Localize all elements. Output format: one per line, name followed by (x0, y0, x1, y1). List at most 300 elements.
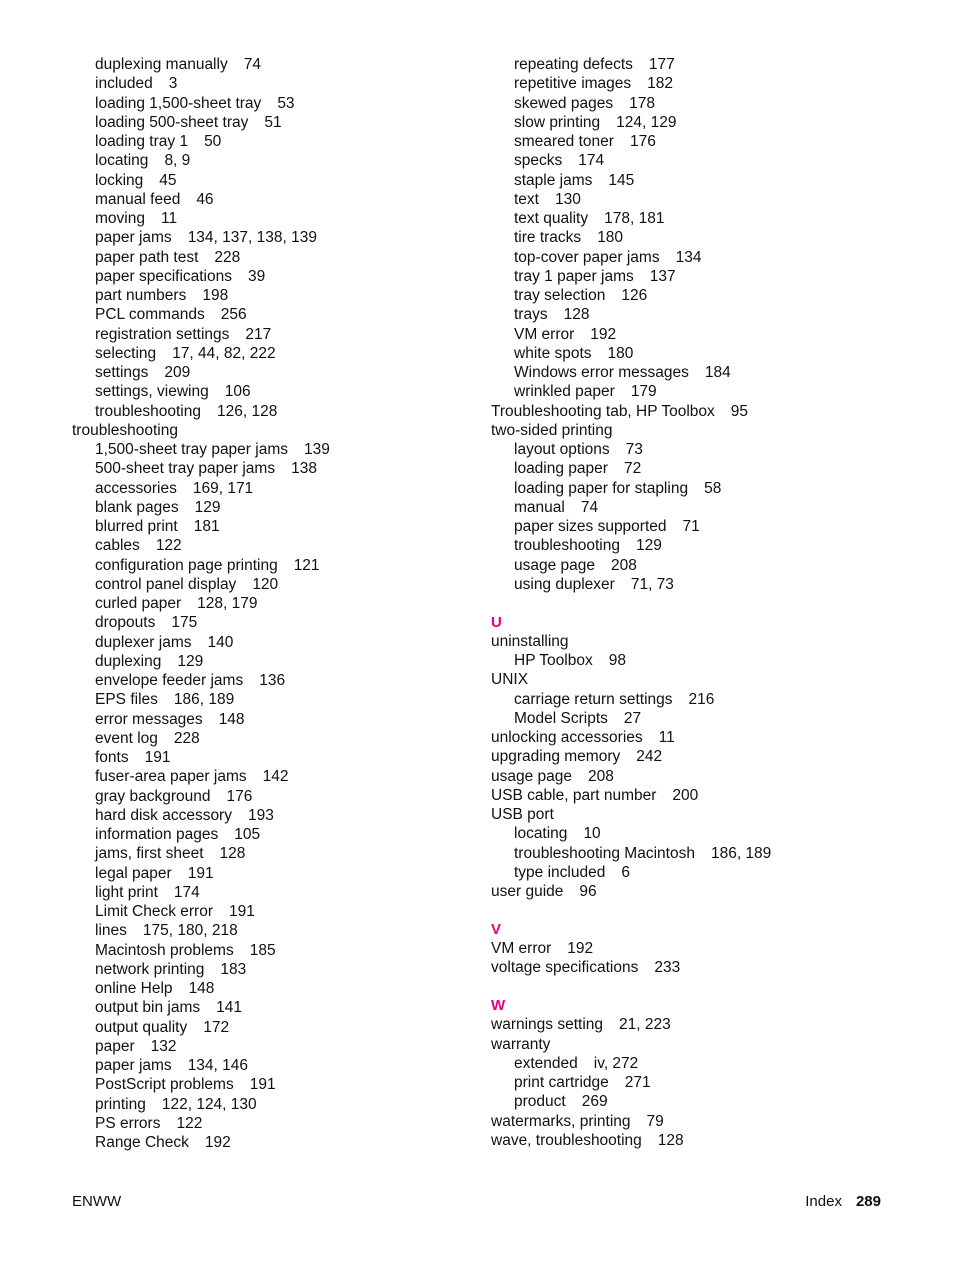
index-subentry (72, 440, 472, 459)
index-page-ref: 183 (220, 960, 247, 978)
index-page-ref: 106 (224, 383, 251, 401)
index-subentry (72, 729, 472, 748)
index-term: HP Toolbox (514, 652, 593, 669)
index-term: type included (514, 863, 606, 881)
index-page-ref: 192 (590, 325, 617, 343)
index-term: Model Scripts (514, 709, 608, 727)
index-subentry (491, 536, 911, 555)
index-page-ref: 191 (229, 903, 255, 920)
index-page-ref: 141 (216, 999, 242, 1017)
index-term: output bin jams (95, 999, 201, 1017)
index-term: PostScript problems (95, 1076, 234, 1094)
index-term: loading 1,500-sheet tray (95, 94, 262, 112)
index-subentry (72, 998, 472, 1017)
index-entry (491, 728, 911, 747)
index-page-ref: 71, 73 (630, 575, 674, 593)
index-term: text quality (514, 210, 589, 227)
index-term: dropouts (95, 614, 156, 632)
index-subentry (72, 594, 472, 613)
index-page-ref: 58 (704, 479, 722, 497)
index-subentry (72, 1133, 472, 1152)
index-page-ref: 3 (168, 75, 178, 93)
index-page-ref: 120 (252, 575, 279, 593)
index-term: paper (95, 1037, 135, 1055)
index-subentry (491, 286, 911, 305)
index-term: cables (95, 537, 140, 555)
index-page-ref: 191 (187, 864, 214, 882)
index-page-ref: 73 (625, 441, 643, 458)
index-term: text (514, 190, 539, 208)
index-term: print cartridge (514, 1074, 609, 1091)
index-term: printing (95, 1095, 146, 1113)
index-term: loading paper for stapling (514, 479, 689, 497)
index-subentry (72, 671, 472, 690)
index-page-ref: 46 (196, 190, 214, 208)
index-subentry (491, 55, 911, 74)
index-term: repetitive images (514, 75, 632, 93)
index-page-ref: 134, 137, 138, 139 (187, 229, 317, 247)
index-page-ref: 209 (164, 364, 191, 381)
index-term: envelope feeder jams (95, 672, 244, 689)
index-term: VM error (514, 325, 575, 343)
index-entry (491, 747, 911, 766)
index-page-ref: 6 (621, 863, 630, 881)
index-subentry (72, 979, 472, 998)
index-term: blurred print (95, 518, 178, 535)
index-subentry (491, 113, 911, 132)
index-subentry (72, 921, 472, 940)
index-term: duplexer jams (95, 633, 192, 651)
index-page-ref: 10 (583, 825, 601, 843)
index-term: network printing (95, 960, 205, 978)
index-page-ref: 228 (173, 729, 200, 747)
index-entry (491, 1131, 911, 1150)
index-page-ref: 126 (621, 287, 648, 304)
index-page-ref: 175, 180, 218 (142, 922, 238, 940)
index-term: upgrading memory (491, 748, 621, 766)
index-subentry (491, 517, 911, 536)
index-letter-heading: V (491, 920, 502, 938)
index-subentry (72, 883, 472, 902)
index-term: settings (95, 364, 149, 381)
index-term: wave, troubleshooting (491, 1131, 642, 1149)
index-page-ref: 192 (567, 940, 594, 957)
index-page-ref: 137 (649, 267, 676, 285)
index-page-ref: 174 (173, 883, 200, 901)
index-entry (491, 421, 911, 440)
index-subentry (72, 864, 472, 883)
index-page-ref: 130 (554, 190, 581, 208)
index-term: duplexing (95, 652, 162, 670)
index-term: duplexing manually (95, 56, 228, 73)
index-page-ref: 178 (629, 94, 655, 112)
index-page-ref: 217 (245, 325, 272, 343)
index-subentry (491, 690, 911, 709)
index-page-ref: 95 (730, 402, 749, 420)
index-subentry (72, 806, 472, 825)
index-term: registration settings (95, 325, 230, 343)
index-term: fonts (95, 749, 129, 766)
index-term: paper path test (95, 248, 199, 266)
index-subentry (72, 844, 472, 863)
index-subentry (491, 459, 911, 478)
index-term: Limit Check error (95, 903, 213, 920)
index-subentry (491, 479, 911, 498)
index-term: error messages (95, 710, 203, 728)
index-subentry (72, 479, 472, 498)
index-page-ref: 71 (682, 518, 700, 535)
index-page-ref: 53 (277, 94, 295, 112)
index-page-ref: 11 (658, 729, 675, 746)
index-subentry (72, 382, 472, 401)
index-entry (491, 939, 911, 958)
index-entry (491, 1015, 911, 1034)
index-page-ref: 193 (247, 806, 274, 824)
index-page-ref: 136 (259, 672, 286, 689)
index-term: USB cable, part number (491, 786, 657, 804)
index-term: wrinkled paper (514, 383, 615, 401)
index-subentry (72, 305, 472, 324)
index-subentry (491, 709, 911, 728)
index-subentry (72, 767, 472, 786)
index-term: jams, first sheet (95, 845, 204, 863)
index-subentry (491, 74, 911, 93)
index-page-ref: 148 (188, 980, 215, 997)
index-column-right (491, 55, 911, 1150)
index-term: lines (95, 922, 127, 940)
index-page-ref: 184 (704, 364, 731, 381)
index-page-ref: 74 (580, 498, 599, 516)
index-subentry (72, 132, 472, 151)
index-page-ref: 191 (144, 749, 171, 766)
index-term: warranty (491, 1035, 551, 1053)
index-column-left (72, 55, 472, 1152)
index-entry (491, 1112, 911, 1131)
index-page-ref: 27 (623, 709, 642, 727)
index-term: blank pages (95, 498, 179, 516)
index-page-ref: 8, 9 (164, 152, 191, 170)
index-term: staple jams (514, 171, 593, 189)
index-page-ref: 148 (218, 710, 245, 728)
index-page-ref: 169, 171 (192, 479, 254, 497)
index-entry (491, 632, 911, 651)
index-subentry (72, 710, 472, 729)
index-subentry (491, 325, 911, 344)
index-subentry (491, 132, 911, 151)
index-subentry (72, 556, 472, 575)
index-term: configuration page printing (95, 556, 278, 574)
index-page-ref: 242 (636, 748, 663, 766)
index-term: unlocking accessories (491, 729, 643, 746)
index-subentry (72, 748, 472, 767)
index-subentry (491, 209, 911, 228)
index-page-ref: 233 (654, 959, 681, 977)
index-page-ref: 134 (675, 248, 702, 266)
index-term: using duplexer (514, 575, 615, 593)
index-page-ref: 140 (207, 633, 234, 651)
index-page-ref: 11 (160, 210, 178, 227)
index-page-ref: 39 (248, 267, 266, 285)
index-term: PS errors (95, 1114, 161, 1132)
index-entry (491, 1035, 911, 1054)
index-term: accessories (95, 479, 177, 497)
index-term: troubleshooting (72, 421, 178, 439)
index-subentry (491, 844, 911, 863)
index-term: manual feed (95, 190, 181, 208)
index-page-ref: 228 (214, 248, 241, 266)
index-term: white spots (514, 344, 592, 362)
index-page-ref: 145 (608, 171, 635, 189)
index-page-ref: 177 (648, 56, 675, 73)
index-subentry (72, 1114, 472, 1133)
index-page-ref: 269 (581, 1093, 608, 1111)
index-term: product (514, 1093, 566, 1111)
index-page-ref: 271 (624, 1074, 651, 1091)
index-page-ref: 122, 124, 130 (161, 1095, 257, 1113)
index-term: hard disk accessory (95, 806, 232, 824)
index-term: usage page (514, 556, 596, 574)
index-page-ref: 186, 189 (710, 844, 772, 862)
index-term: manual (514, 498, 565, 516)
index-page-ref: 208 (611, 556, 637, 574)
index-term: gray background (95, 787, 211, 805)
index-subentry (72, 325, 472, 344)
index-term: troubleshooting Macintosh (514, 844, 695, 862)
index-page-ref: 185 (249, 941, 276, 959)
index-page-ref: 128, 179 (197, 595, 258, 612)
index-subentry (491, 1054, 911, 1073)
index-term: Range Check (95, 1134, 189, 1151)
index-entry (491, 958, 911, 977)
index-subentry (491, 440, 911, 459)
index-term: carriage return settings (514, 690, 673, 708)
index-subentry (72, 633, 472, 652)
index-subentry (491, 267, 911, 286)
index-page-ref: 122 (155, 537, 182, 555)
index-term: Macintosh problems (95, 941, 234, 959)
index-subentry (72, 171, 472, 190)
index-term: selecting (95, 344, 157, 362)
index-subentry (72, 517, 472, 536)
index-page-ref: 74 (243, 56, 261, 73)
index-entry (72, 421, 472, 440)
index-term: layout options (514, 441, 610, 458)
index-term: part numbers (95, 287, 187, 304)
index-page-ref: 134, 146 (187, 1057, 249, 1074)
index-letter-heading: U (491, 613, 502, 631)
index-page-ref: 126, 128 (217, 402, 278, 420)
index-page-ref: 198 (202, 287, 229, 304)
index-page-ref: 256 (220, 306, 247, 324)
index-term: paper jams (95, 1057, 172, 1074)
index-term: 500-sheet tray paper jams (95, 460, 276, 478)
index-subentry (491, 190, 911, 209)
index-page-ref: 124, 129 (616, 113, 677, 131)
index-page-ref: 180 (607, 344, 634, 362)
index-term: voltage specifications (491, 959, 639, 977)
index-term: smeared toner (514, 133, 614, 150)
index-page-ref: 128 (657, 1131, 684, 1149)
index-term: usage page (491, 767, 573, 785)
index-subentry (491, 382, 911, 401)
index-term: watermarks, printing (491, 1112, 631, 1130)
footer-section: Index (805, 1193, 842, 1210)
index-subentry (72, 228, 472, 247)
index-entry (491, 786, 911, 805)
index-term: loading 500-sheet tray (95, 113, 249, 131)
page-number: 289 (855, 1193, 881, 1210)
index-subentry (72, 960, 472, 979)
index-page-ref: 182 (647, 75, 674, 93)
index-subentry (72, 74, 472, 93)
index-subentry (72, 690, 472, 709)
index-subentry (72, 1075, 472, 1094)
index-page-ref: 139 (304, 441, 330, 458)
index-term: PCL commands (95, 306, 205, 324)
index-subentry (72, 248, 472, 267)
index-page-ref: 179 (630, 383, 657, 401)
index-page-ref: 79 (646, 1112, 664, 1130)
index-subentry (491, 575, 911, 594)
index-subentry (491, 248, 911, 267)
index-term: repeating defects (514, 56, 633, 73)
index-page-ref: 175 (171, 614, 198, 632)
index-term: loading paper (514, 460, 608, 478)
index-page-ref: 72 (623, 460, 642, 478)
index-term: VM error (491, 940, 552, 957)
index-term: information pages (95, 826, 219, 843)
index-term: two-sided printing (491, 421, 613, 439)
index-page-ref: 186, 189 (173, 691, 235, 709)
index-page-ref: 178, 181 (604, 210, 665, 227)
index-page-ref: iv, 272 (593, 1054, 639, 1072)
index-term: warnings setting (491, 1016, 604, 1034)
index-subentry (72, 1018, 472, 1037)
index-page-ref: 98 (608, 652, 626, 669)
index-term: moving (95, 210, 145, 227)
index-subentry (72, 498, 472, 517)
index-page-ref: 138 (291, 460, 317, 478)
index-subentry (72, 55, 472, 74)
index-page-ref: 200 (672, 786, 699, 804)
index-entry (491, 767, 911, 786)
index-page-ref: 174 (578, 152, 605, 170)
index-subentry (491, 651, 911, 670)
index-subentry (72, 363, 472, 382)
index-term: paper jams (95, 229, 172, 247)
index-subentry (72, 344, 472, 363)
index-page-ref: 21, 223 (619, 1016, 671, 1034)
index-subentry (491, 498, 911, 517)
index-term: light print (95, 883, 158, 901)
index-page-ref: 122 (176, 1114, 203, 1132)
index-page-ref: 96 (579, 883, 597, 900)
index-page-ref: 129 (636, 537, 662, 555)
index-subentry (72, 613, 472, 632)
index-page-ref: 192 (204, 1134, 231, 1151)
footer-page-info (805, 1192, 881, 1212)
index-term: paper specifications (95, 267, 232, 285)
index-subentry (491, 228, 911, 247)
index-subentry (491, 363, 911, 382)
index-subentry (72, 113, 472, 132)
index-term: output quality (95, 1018, 188, 1036)
footer-publisher: ENWW (72, 1193, 122, 1210)
index-page-ref: 17, 44, 82, 222 (172, 344, 276, 362)
index-term: Troubleshooting tab, HP Toolbox (491, 402, 715, 420)
index-page-ref: 129 (194, 498, 221, 516)
index-subentry (72, 267, 472, 286)
index-page-ref: 51 (264, 113, 282, 131)
index-term: USB port (491, 806, 554, 823)
index-term: loading tray 1 (95, 133, 189, 150)
index-term: extended (514, 1054, 578, 1072)
index-term: paper sizes supported (514, 518, 667, 535)
index-page-ref: 191 (249, 1076, 276, 1094)
index-term: user guide (491, 883, 564, 900)
index-subentry (72, 1037, 472, 1056)
index-term: curled paper (95, 595, 182, 612)
index-subentry (491, 556, 911, 575)
index-page-ref: 45 (159, 171, 177, 189)
index-subentry (72, 286, 472, 305)
index-term: tray 1 paper jams (514, 267, 634, 285)
index-subentry (72, 1056, 472, 1075)
index-term: settings, viewing (95, 383, 209, 401)
index-subentry (491, 94, 911, 113)
index-subentry (72, 652, 472, 671)
index-term: Windows error messages (514, 364, 689, 381)
index-subentry (72, 151, 472, 170)
index-entry (491, 805, 911, 824)
index-subentry (72, 825, 472, 844)
index-term: uninstalling (491, 632, 569, 650)
index-subentry (491, 1092, 911, 1111)
index-subentry (491, 171, 911, 190)
index-subentry (491, 863, 911, 882)
index-entry (491, 882, 911, 901)
index-term: skewed pages (514, 94, 614, 112)
index-term: tire tracks (514, 229, 582, 247)
index-page-ref: 128 (219, 845, 246, 863)
index-subentry (72, 902, 472, 921)
index-term: control panel display (95, 575, 237, 593)
index-term: legal paper (95, 864, 172, 882)
index-term: slow printing (514, 113, 601, 131)
index-term: online Help (95, 980, 173, 997)
index-page-ref: 142 (262, 768, 289, 786)
index-page-ref: 132 (150, 1037, 177, 1055)
index-letter-heading: W (491, 997, 506, 1014)
index-term: UNIX (491, 671, 529, 689)
index-term: locating (514, 825, 568, 843)
index-page-ref: 129 (177, 652, 204, 670)
index-page-ref: 176 (629, 133, 656, 150)
index-term: specks (514, 152, 563, 170)
index-term: included (95, 75, 153, 93)
index-term: locking (95, 171, 144, 189)
index-term: troubleshooting (514, 537, 620, 555)
index-page-ref: 128 (563, 306, 590, 324)
index-term: tray selection (514, 287, 606, 304)
index-page-ref: 181 (193, 518, 220, 535)
index-term: trays (514, 306, 548, 324)
index-subentry (72, 941, 472, 960)
index-page-ref: 208 (588, 767, 614, 785)
index-subentry (72, 402, 472, 421)
index-term: 1,500-sheet tray paper jams (95, 441, 288, 458)
index-page-ref: 180 (597, 229, 624, 247)
